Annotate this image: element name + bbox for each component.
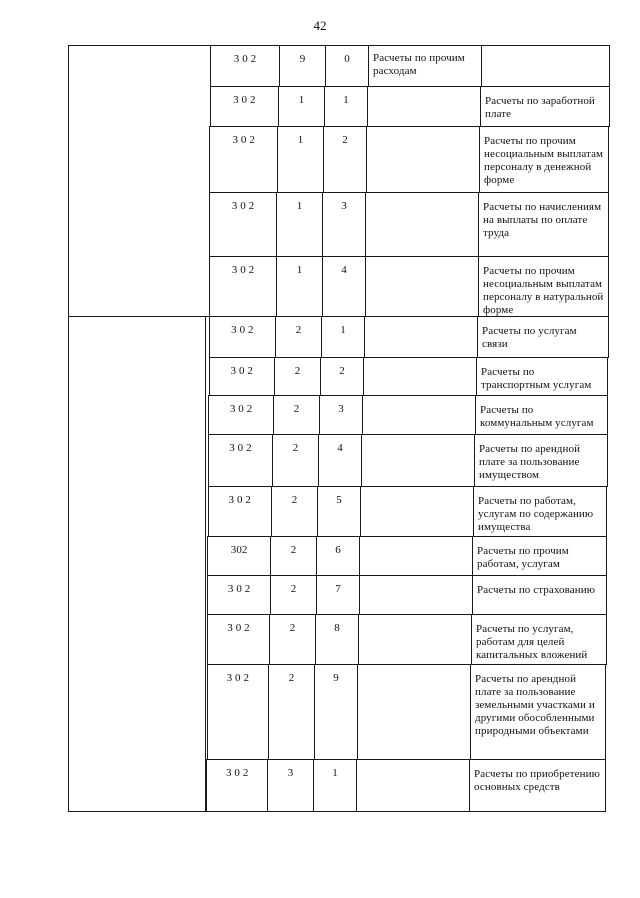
account-code-text: 3 0 2	[227, 583, 251, 595]
name-left	[367, 86, 481, 127]
account-code-text: 3 0 2	[233, 53, 257, 65]
item-code-text: 7	[335, 583, 341, 595]
sub-code	[278, 86, 325, 127]
name-left	[366, 126, 480, 193]
account-code	[207, 575, 271, 615]
name-left	[360, 486, 474, 537]
account-code-text: 3 0 2	[229, 442, 252, 454]
name-right	[471, 614, 607, 665]
account-code	[209, 126, 278, 193]
item-code-text: 2	[342, 134, 348, 146]
item-code-text: 5	[336, 494, 342, 506]
name-right-text: Расчеты по прочим работам, услугам	[477, 545, 569, 570]
item-code	[316, 536, 360, 576]
name-left	[359, 536, 473, 576]
sub-code	[270, 575, 317, 615]
item-code	[321, 316, 365, 358]
account-code-text: 3 0 2	[232, 134, 255, 146]
name-right	[480, 86, 610, 127]
item-code	[322, 192, 366, 257]
sub-code-text: 2	[288, 672, 295, 684]
item-code-text: 3	[341, 200, 347, 212]
account-code	[209, 357, 276, 396]
item-code-text: 1	[332, 767, 338, 779]
name-right-text: Расчеты по коммунальным услугам	[480, 404, 594, 429]
name-right-text: Расчеты по арендной плате за пользование имуществом	[479, 443, 581, 481]
account-code-text: 3 0 2	[231, 200, 255, 212]
account-code-text: 3 0 2	[229, 403, 253, 415]
account-code	[209, 192, 277, 257]
name-right-text: Расчеты по заработной плате	[485, 95, 595, 120]
name-left	[358, 614, 472, 665]
account-code	[207, 614, 270, 665]
sub-code-text: 2	[295, 324, 302, 336]
sub-code	[273, 395, 320, 435]
item-code	[322, 256, 366, 317]
item-code-text: 3	[338, 403, 344, 415]
name-left-text: Расчеты по прочим расходам	[373, 52, 465, 77]
account-code	[208, 434, 273, 487]
account-code	[209, 316, 276, 358]
account-code	[210, 86, 279, 127]
sub-code	[276, 192, 323, 257]
account-code	[207, 664, 269, 760]
sub-code	[272, 434, 319, 487]
sub-code	[269, 614, 316, 665]
sub-code-text: 2	[292, 442, 299, 454]
sub-code	[271, 486, 318, 537]
sub-code	[267, 759, 314, 812]
name-left	[363, 357, 477, 396]
item-code	[324, 86, 368, 127]
sub-code-text: 3	[287, 767, 294, 779]
page-number: 42	[313, 18, 327, 33]
sub-code-text: 2	[290, 583, 297, 595]
sub-code-text: 2	[293, 403, 300, 415]
item-code	[316, 575, 360, 615]
item-code-text: 4	[337, 442, 343, 454]
item-code	[325, 45, 369, 87]
name-left	[365, 256, 479, 317]
name-right-text: Расчеты по приобретению основных средств	[474, 768, 600, 793]
sub-code-text: 9	[299, 53, 306, 65]
sub-code	[274, 357, 321, 396]
account-code	[208, 395, 274, 435]
account-code-text: 3 0 2	[225, 767, 249, 779]
item-code	[320, 357, 364, 396]
sub-code	[277, 126, 324, 193]
name-right	[472, 536, 607, 576]
account-code	[207, 536, 271, 576]
sub-code	[279, 45, 326, 87]
name-right	[472, 575, 607, 615]
item-code	[319, 395, 363, 435]
item-code	[313, 759, 357, 812]
item-code	[315, 614, 359, 665]
name-right	[478, 256, 609, 317]
name-right-text: Расчеты по прочим несоциальным выплатам персоналу в денежной форме	[484, 135, 604, 186]
account-code-text: 3 0 2	[231, 324, 254, 336]
name-right	[476, 357, 608, 396]
sub-code-text: 2	[289, 622, 296, 634]
item-code-text: 8	[334, 622, 340, 634]
name-right	[481, 45, 610, 87]
item-code-text: 6	[335, 544, 341, 556]
name-left	[357, 664, 471, 760]
sub-code	[268, 664, 315, 760]
name-right-text: Расчеты по услугам, работам для целей капитальных вложений	[476, 623, 588, 661]
name-left	[365, 192, 479, 257]
name-right	[473, 486, 607, 537]
name-right-text: Расчеты по прочим несоциальным выплатам персоналу в натуральной форме	[483, 265, 604, 316]
sub-code-text: 1	[296, 264, 303, 276]
item-code	[323, 126, 367, 193]
sub-code-text: 2	[294, 365, 301, 377]
sub-code-text: 2	[290, 544, 297, 556]
sub-code-text: 1	[297, 134, 304, 146]
name-left	[361, 434, 475, 487]
name-left	[359, 575, 473, 615]
name-left	[356, 759, 470, 812]
name-right	[477, 316, 609, 358]
sub-code	[275, 316, 322, 358]
name-right	[475, 395, 608, 435]
group-cell	[68, 316, 206, 812]
account-code-text: 3 0 2	[228, 494, 252, 506]
name-left	[368, 45, 482, 87]
name-right	[479, 126, 609, 193]
account-code	[208, 486, 272, 537]
account-code	[206, 759, 268, 812]
account-code-text: 3 0 2	[227, 622, 250, 634]
item-code-text: 9	[333, 672, 339, 684]
account-code-text: 3 0 2	[226, 672, 250, 684]
sub-code-text: 2	[291, 494, 298, 506]
account-code	[210, 45, 280, 87]
account-code-text: 3 0 2	[233, 94, 256, 106]
name-right-text: Расчеты по начислениям на выплаты по оплате труда	[483, 201, 602, 239]
item-code-text: 4	[341, 264, 347, 276]
sub-code	[270, 536, 317, 576]
item-code	[314, 664, 358, 760]
name-right-text: Расчеты по арендной плате за пользование земельными участками и другими обособленными природными объектами	[475, 673, 595, 737]
account-code-text: 302	[230, 544, 248, 556]
name-right-text: Расчеты по работам, услугам по содержанию имущества	[478, 495, 594, 533]
item-code	[318, 434, 362, 487]
item-code-text: 0	[344, 53, 350, 65]
item-code-text: 1	[343, 94, 349, 106]
account-code	[209, 256, 277, 317]
item-code-text: 1	[340, 324, 346, 336]
name-right-text: Расчеты по услугам связи	[482, 325, 577, 350]
account-code-text: 3 0 2	[231, 264, 255, 276]
item-code	[317, 486, 361, 537]
name-right-text: Расчеты по транспортным услугам	[481, 366, 592, 391]
group-cell	[68, 45, 211, 317]
account-code-text: 3 0 2	[230, 365, 253, 377]
name-left	[362, 395, 476, 435]
name-right-text: Расчеты по страхованию	[477, 584, 596, 596]
name-right	[469, 759, 606, 812]
sub-code-text: 1	[296, 200, 303, 212]
sub-code	[276, 256, 323, 317]
name-right	[474, 434, 608, 487]
name-right	[478, 192, 609, 257]
item-code-text: 2	[339, 365, 345, 377]
name-left	[364, 316, 478, 358]
name-right	[470, 664, 606, 760]
sub-code-text: 1	[298, 94, 305, 106]
